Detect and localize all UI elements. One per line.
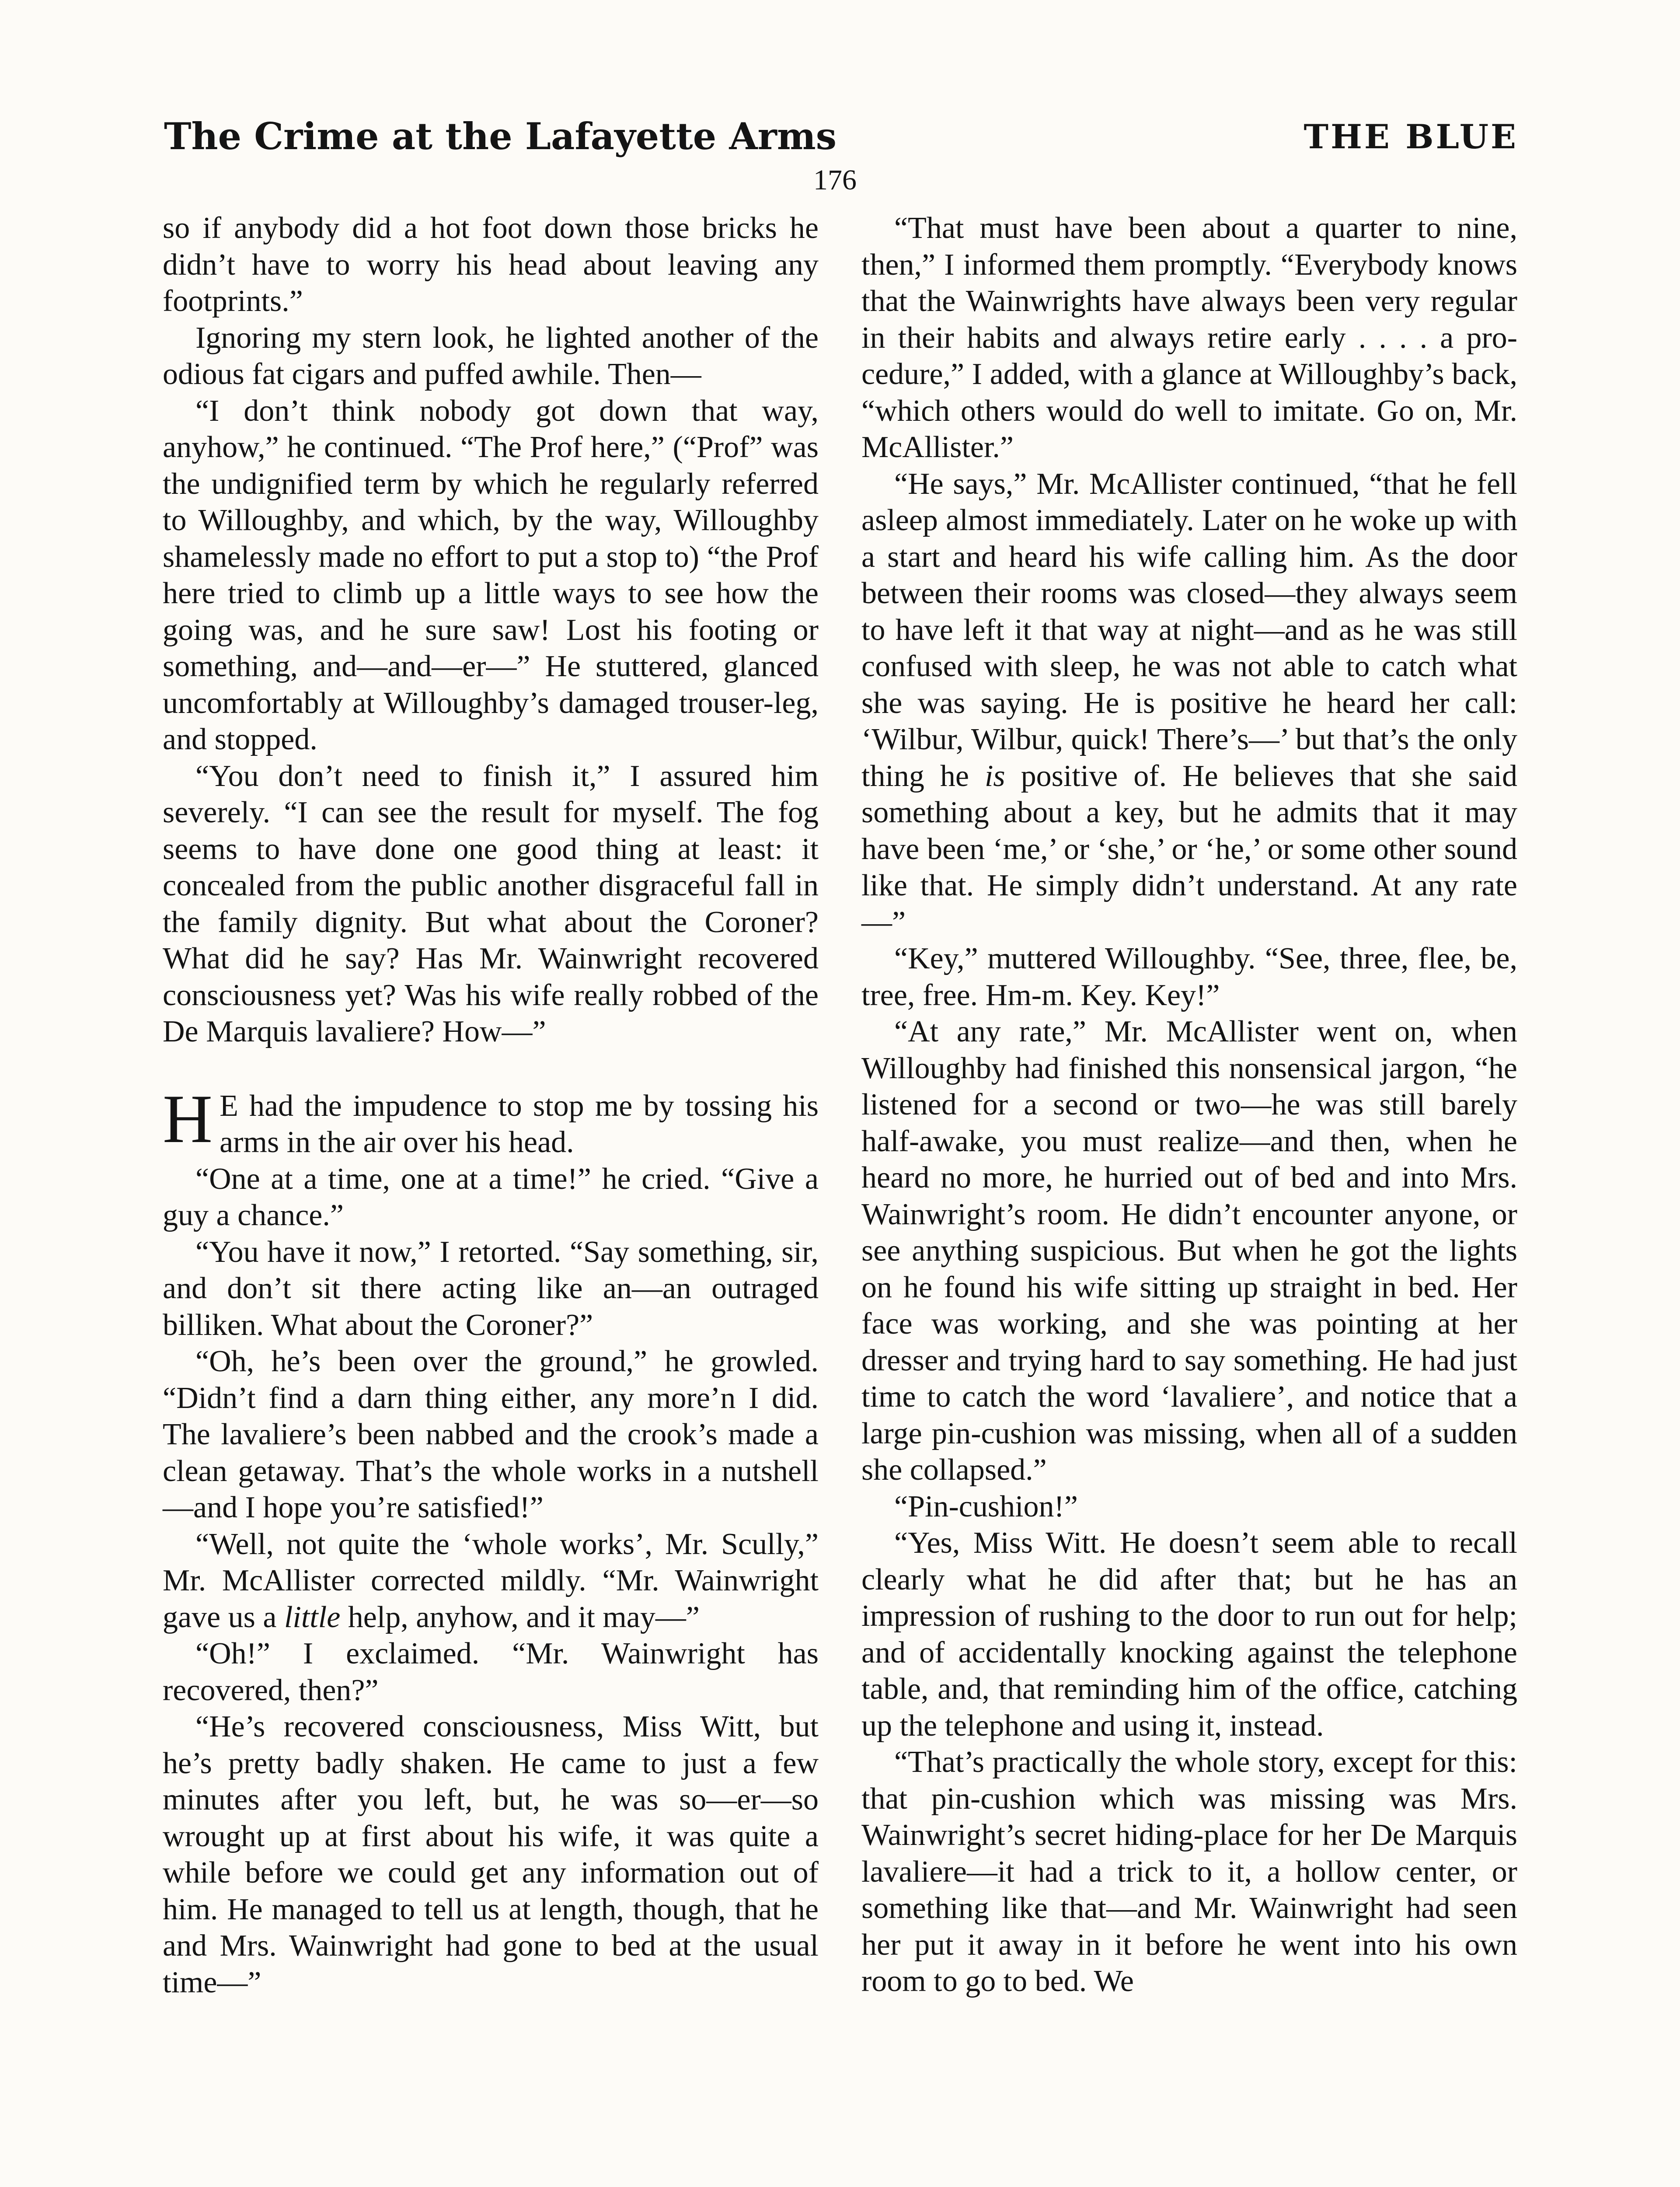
paragraph: Ignoring my stern look, he lighted another of the odious fat cigars and puffed awhile. Then— [163,321,819,391]
magazine-name: THE BLUE [1304,117,1518,156]
paragraph-text: help, anyhow, and it may—” [340,1600,700,1634]
paragraph: “He’s recovered consciousness, Miss Witt, but he’s pretty badly shaken. He came to just a few minutes after you left, but, he was so—er—so wrought up at first about his wife, it was quite a while before we could get any information out of him. He managed to tell us at length, though, that he and Mrs. Wainwright had gone to bed at the usual time—” [163,1710,819,1999]
paragraph: “Key,” muttered Willoughby. “See, three, flee, be, tree, free. Hm-m. Key. Key!” [861,942,1517,1012]
drop-cap-letter: H [163,1080,213,1157]
left-text-column [163,210,819,2001]
paragraph-text: “He says,” Mr. McAllister continued, “that he fell asleep almost immediately. Later on he woke up with a start and heard his wife calling him. As the door between their rooms was closed—they always seem to have left it that way at night—and as he was still confused with sleep, he was not able to catch what she was saying. He is positive he heard her call: ‘Wilbur, Wilbur, quick! There’s—’ but that’s the only thing he [861,467,1517,793]
paragraph: “You have it now,” I retorted. “Say something, sir, and don’t sit there acting like an—an outraged billiken. What about the Coroner?” [163,1235,819,1342]
paragraph: “You don’t need to finish it,” I assured him severely. “I can see the result for myself. The fog seems to have done one good thing at least: it concealed from the public another disgraceful fall in the family dignity. But what about the Coroner? What did he say? Has Mr. Wainwright recovered consciousness yet? Was his wife really robbed of the De Marquis lavaliere? How—” [163,759,819,1048]
paragraph-text: “Well, not quite the ‘whole works’, Mr. Scully,” Mr. McAllister corrected mildly. “Mr. Wainwright gave us a [163,1527,819,1634]
paragraph: “One at a time, one at a time!” he cried. “Give a guy a chance.” [163,1162,819,1232]
paragraph: “That’s practically the whole story, except for this: that pin-cushion which was missing was Mrs. Wainwright’s secret hiding-place for her De Marquis lavaliere—it had a trick to it, a hollow center, or something like that—and Mr. Wainwright had seen her put it away in it before he went into his own room to go to bed. We [861,1745,1517,1998]
paragraph [861,466,1517,941]
paragraph: “I don’t think nobody got down that way, anyhow,” he continued. “The Prof here,” (“Prof” was the undignified term by which he regularly referred to Willoughby, and which, by the way, Willoughby shamelessly made no effort to put a stop to) “the Prof here tried to climb up a little ways to see how the going was, and he sure saw! Lost his footing or something, and—and—er—” He stuttered, glanced uncomfortably at Willoughby’s damaged trouser-leg, and stopped. [163,394,819,756]
story-title: The Crime at the Lafayette Arms [164,115,837,158]
paragraph: “That must have been about a quarter to nine, then,” I informed them promptly. “Everybody knows that the Wainwrights have always been very regular in their habits and always retire early . . . . a procedure,” I added, with a glance at Willoughby’s back, “which others would do well to imitate. Go on, Mr. McAllister.” [861,211,1517,464]
paragraph-dropcap [163,1080,819,1161]
right-text-column [861,210,1517,2000]
paragraph: so if anybody did a hot foot down those bricks he didn’t have to worry his head about leaving any footprints.” [163,211,819,318]
emphasis-text: little [284,1600,341,1634]
paragraph: “Oh, he’s been over the ground,” he growled. “Didn’t find a darn thing either, any more’n I did. The lavaliere’s been nabbed and the crook’s made a clean getaway. That’s the whole works in a nutshell—and I hope you’re satisfied!” [163,1345,819,1524]
paragraph: “Oh!” I exclaimed. “Mr. Wainwright has recovered, then?” [163,1637,819,1707]
paragraph-text: E had the impudence to stop me by tossing his arms in the air over his head. [220,1089,819,1159]
paragraph: “At any rate,” Mr. McAllister went on, when Willoughby had finished this nonsensical jargon, “he listened for a second or two—he was still barely half-awake, you must realize—and then, when he heard no more, he hurried out of bed and into Mrs. Wainwright’s room. He didn’t encounter anyone, or see anything suspicious. But when he got the lights on he found his wife sitting up straight in bed. Her face was working, and she was pointing at her dresser and trying hard to say something. He had just time to catch the word ‘lavaliere’, and notice that a large pin-cushion was missing, when all of a sudden she collapsed.” [861,1015,1517,1487]
paragraph [163,1526,819,1636]
page-number: 176 [813,164,857,196]
paragraph: “Yes, Miss Witt. He doesn’t seem able to recall clearly what he did after that; but he has an impression of rushing to the door to run out for help; and of accidentally knocking against the telephone table, and, that reminding him of the office, catching up the telephone and using it, instead. [861,1526,1517,1743]
paragraph: “Pin-cushion!” [894,1489,1078,1523]
emphasis-text: is [984,759,1005,793]
paragraph-text: positive of. He believes that she said something about a key, but he admits that it may have been ‘me,’ or ‘she,’ or ‘he,’ or some other sound like that. He simply didn’t understand. At any rate—” [861,759,1517,939]
